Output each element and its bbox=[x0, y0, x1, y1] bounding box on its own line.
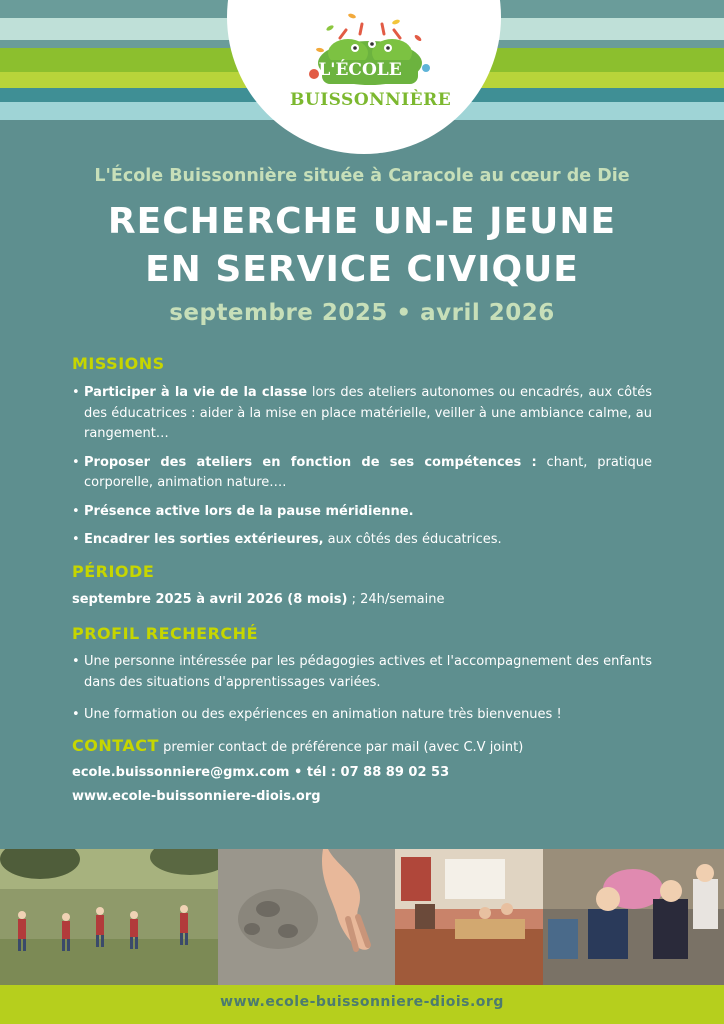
profil-title: PROFIL RECHERCHÉ bbox=[72, 624, 258, 643]
dates: septembre 2025 • avril 2026 bbox=[169, 300, 555, 326]
footer bbox=[0, 985, 724, 1024]
contact-email-phone[interactable]: ecole.buissonniere@gmx.com • tél : 07 88 89 02 53 bbox=[72, 765, 450, 780]
contact-line bbox=[72, 736, 672, 755]
profil-item: • Une formation ou des expériences en animation nature très bienvenues ! bbox=[72, 705, 652, 726]
contact-title: CONTACT bbox=[72, 736, 159, 755]
periode-text bbox=[72, 592, 445, 607]
mission-item-bold: Présence active lors de la pause méridienne. bbox=[84, 503, 414, 519]
mission-item-text: lors des ateliers autonomes ou encadrés, aux côtés des éducatrices : aider à la mise en place matérielle, veiller à une ambiance calme, au rangement… bbox=[84, 385, 652, 441]
logo-text-line2: BUISSONNIÈRE bbox=[290, 90, 452, 110]
mission-item-bold: Participer à la vie de la classe bbox=[84, 385, 308, 400]
contact-note: premier contact de préférence par mail (avec C.V joint) bbox=[158, 740, 524, 755]
mission-item-bold: Encadrer les sorties extérieures, bbox=[84, 532, 324, 547]
periode-bold: septembre 2025 à avril 2026 (8 mois) bbox=[72, 592, 348, 607]
mission-item-text: aux côtés des éducatrices. bbox=[323, 532, 502, 547]
photo-hand-in-sand bbox=[218, 849, 395, 985]
photo-children-running bbox=[0, 849, 218, 985]
logo-text-line1: L'ÉCOLE bbox=[318, 60, 402, 80]
mission-item-bold: Proposer des ateliers en fonction de ses compétences : bbox=[84, 454, 537, 470]
footer-website-link[interactable]: www.ecole-buissonniere-diois.org bbox=[220, 994, 504, 1010]
periode-hours: ; 24h/semaine bbox=[347, 592, 445, 607]
photo-classroom bbox=[395, 849, 543, 985]
headline bbox=[0, 198, 724, 294]
subtitle: L'École Buissonnière située à Caracole au cœur de Die bbox=[94, 166, 630, 186]
headline-line-1: RECHERCHE UN-E JEUNE bbox=[107, 201, 617, 242]
profil-item: • Une personne intéressée par les pédagogies actives et l'accompagnement des enfants dans des situations d'apprentissages variées. bbox=[72, 652, 652, 693]
periode-title: PÉRIODE bbox=[72, 562, 155, 581]
headline-line-2: EN SERVICE CIVIQUE bbox=[145, 249, 579, 290]
mission-item bbox=[72, 453, 652, 494]
missions-list bbox=[72, 383, 652, 551]
photo-children-playing bbox=[543, 849, 724, 985]
mission-item bbox=[72, 383, 652, 445]
mission-item bbox=[72, 502, 652, 523]
profil-list bbox=[72, 652, 652, 726]
mission-item bbox=[72, 530, 652, 551]
missions-title: MISSIONS bbox=[72, 354, 165, 373]
mission-item-text: chant, pratique corporelle, animation nature…. bbox=[84, 454, 652, 490]
contact-website-link[interactable]: www.ecole-buissonniere-diois.org bbox=[72, 789, 321, 804]
photo-strip bbox=[0, 849, 724, 985]
